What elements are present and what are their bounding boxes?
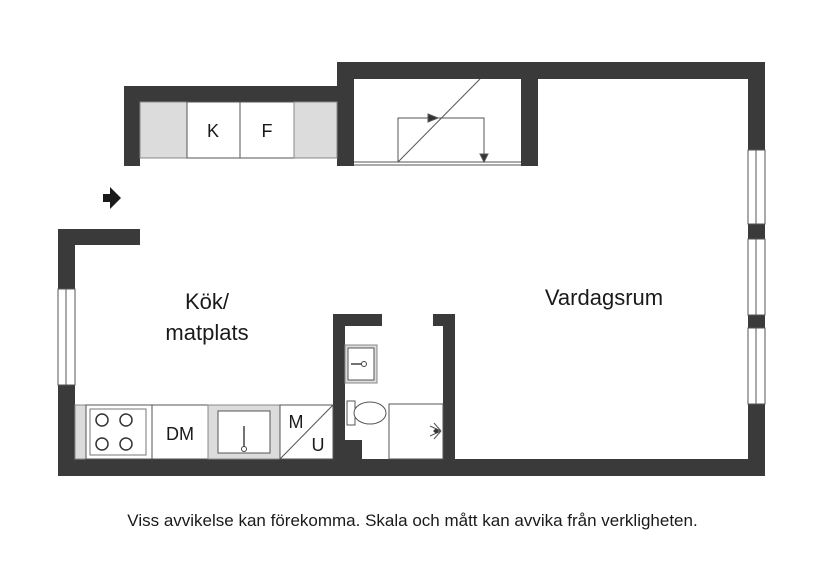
kitchen-label: Kök/: [184, 289, 230, 314]
wall-alcove-top: [124, 86, 354, 102]
dishwasher-label: DM: [166, 424, 194, 444]
disclaimer-text: Viss avvikelse kan förekomma. Skala och mått kan avvika från verkligheten.: [127, 511, 698, 530]
living-room-label: Vardagsrum: [544, 285, 664, 310]
wall-right-2: [748, 224, 765, 239]
windows: [58, 150, 765, 404]
entrance-arrow-icon: [103, 187, 121, 209]
freezer-label: F: [261, 121, 273, 141]
counter-right: [294, 102, 337, 158]
wall-top: [337, 62, 765, 79]
stair-arrow-end: [480, 154, 488, 162]
stove: [86, 405, 152, 459]
microwave-label: M: [288, 412, 304, 432]
toilet-icon: [354, 402, 386, 424]
fridge-label: K: [206, 121, 220, 141]
kitchen-counter: [75, 405, 333, 459]
counter-left: [140, 102, 187, 158]
kitchen-alcove: [140, 102, 337, 158]
wall-bath-inner: [345, 440, 362, 476]
wall-left-lower: [58, 385, 75, 476]
wall-stair-right: [521, 79, 538, 166]
kitchen-label-line2: matplats: [165, 320, 249, 345]
stair-arrow-head: [428, 114, 438, 122]
wall-right-3: [748, 315, 765, 328]
wall-bath-left: [333, 314, 345, 476]
wall-bath-right: [443, 314, 455, 476]
oven-label: U: [311, 435, 325, 455]
wall-bottom: [58, 459, 765, 476]
staircase: [354, 79, 521, 165]
wall-right-1: [748, 62, 765, 150]
wall-entry-top: [58, 229, 140, 245]
